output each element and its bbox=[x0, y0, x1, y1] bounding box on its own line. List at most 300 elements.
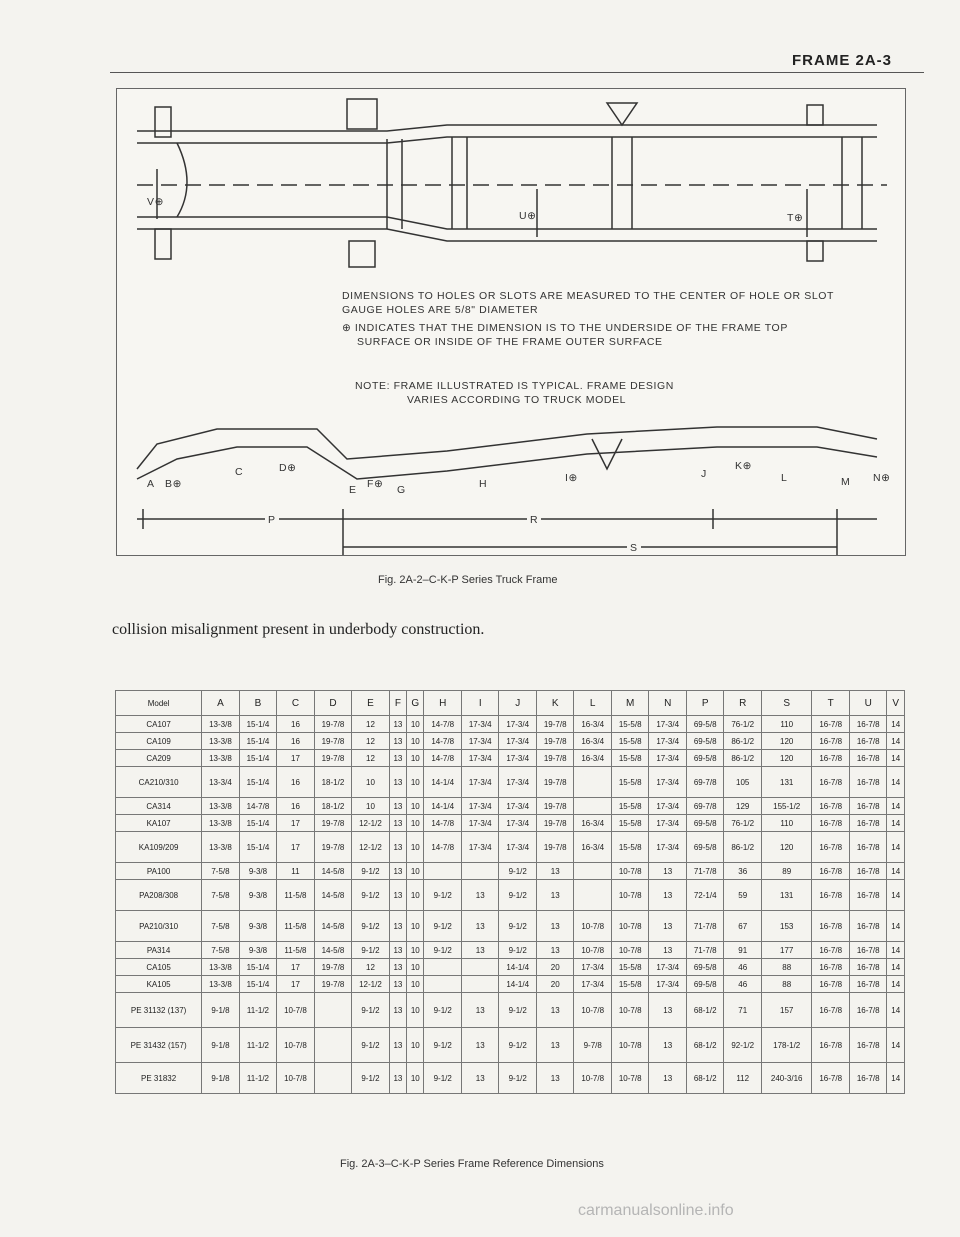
table-cell: 86-1/2 bbox=[724, 832, 762, 863]
table-cell: 13 bbox=[461, 993, 499, 1028]
table-cell: 9-1/8 bbox=[202, 1063, 240, 1094]
table-cell: 15-5/8 bbox=[611, 750, 649, 767]
table-cell: 9-1/2 bbox=[499, 1028, 537, 1063]
table-cell: 11 bbox=[277, 863, 315, 880]
table-cell: 16-7/8 bbox=[812, 880, 850, 911]
table-cell: 11-1/2 bbox=[239, 1028, 277, 1063]
table-cell: 17-3/4 bbox=[649, 815, 687, 832]
table-cell: 13 bbox=[649, 942, 687, 959]
side-rail-top bbox=[137, 427, 877, 469]
table-cell: 71 bbox=[724, 993, 762, 1028]
table-row bbox=[116, 767, 905, 798]
table-cell: 16-7/8 bbox=[812, 767, 850, 798]
column-header: J bbox=[499, 691, 537, 716]
table-cell: 13 bbox=[461, 1028, 499, 1063]
frame-dimensions-table bbox=[115, 690, 905, 1094]
table-cell: 14 bbox=[887, 767, 905, 798]
table-cell: 13 bbox=[389, 880, 406, 911]
table-cell: 13-3/8 bbox=[202, 733, 240, 750]
table-cell: 17 bbox=[277, 815, 315, 832]
table-cell: 105 bbox=[724, 767, 762, 798]
table-cell: 153 bbox=[761, 911, 812, 942]
table-cell: 69-5/8 bbox=[686, 976, 724, 993]
table-cell: 9-1/2 bbox=[352, 1028, 390, 1063]
table-cell: 13 bbox=[536, 1063, 574, 1094]
table-cell: 13 bbox=[389, 767, 406, 798]
table-cell: 13 bbox=[389, 911, 406, 942]
table-cell: 12-1/2 bbox=[352, 815, 390, 832]
table-cell: 19-7/8 bbox=[536, 832, 574, 863]
table-cell: 10 bbox=[407, 1063, 424, 1094]
table-cell: 11-5/8 bbox=[277, 880, 315, 911]
table-cell: 10-7/8 bbox=[611, 942, 649, 959]
table-cell: 14-7/8 bbox=[424, 815, 462, 832]
table-cell: 12 bbox=[352, 959, 390, 976]
table-cell: 120 bbox=[761, 733, 812, 750]
frame-figure bbox=[116, 88, 906, 556]
table-cell: 13-3/8 bbox=[202, 959, 240, 976]
table-body bbox=[116, 716, 905, 1094]
table-cell: 16-7/8 bbox=[849, 716, 887, 733]
table-cell: 16-7/8 bbox=[812, 798, 850, 815]
table-cell: 9-1/2 bbox=[424, 1063, 462, 1094]
table-cell: 16-7/8 bbox=[849, 959, 887, 976]
table-cell: 88 bbox=[761, 959, 812, 976]
table-cell: 16-7/8 bbox=[849, 767, 887, 798]
table-cell: 10-7/8 bbox=[574, 1063, 612, 1094]
label-v: V⊕ bbox=[147, 196, 165, 208]
table-cell: 17 bbox=[277, 959, 315, 976]
label-f: F⊕ bbox=[367, 478, 384, 490]
table-cell: 13 bbox=[649, 1028, 687, 1063]
table-cell: 13 bbox=[389, 863, 406, 880]
table-cell: 15-5/8 bbox=[611, 733, 649, 750]
table-cell: 9-1/8 bbox=[202, 1028, 240, 1063]
table-cell: 12 bbox=[352, 716, 390, 733]
page-header: FRAME 2A-3 bbox=[792, 52, 893, 69]
table-cell: 19-7/8 bbox=[536, 750, 574, 767]
column-header: F bbox=[389, 691, 406, 716]
table-cell: 14-7/8 bbox=[424, 750, 462, 767]
table-cell: 13 bbox=[389, 959, 406, 976]
label-j: J bbox=[701, 468, 707, 480]
table-cell: 19-7/8 bbox=[536, 815, 574, 832]
table-cell: 19-7/8 bbox=[536, 733, 574, 750]
table-cell: 17 bbox=[277, 976, 315, 993]
table-cell: 46 bbox=[724, 976, 762, 993]
table-cell: 17-3/4 bbox=[649, 767, 687, 798]
model-cell: PA100 bbox=[116, 863, 202, 880]
table-cell: 15-1/4 bbox=[239, 976, 277, 993]
table-cell: 15-5/8 bbox=[611, 716, 649, 733]
table-cell: 9-3/8 bbox=[239, 880, 277, 911]
table-cell: 16-7/8 bbox=[812, 942, 850, 959]
table-cell: 13 bbox=[389, 976, 406, 993]
table-cell bbox=[574, 798, 612, 815]
table-cell: 15-1/4 bbox=[239, 767, 277, 798]
table-cell: 36 bbox=[724, 863, 762, 880]
table-cell: 16-7/8 bbox=[812, 1063, 850, 1094]
table-cell: 68-1/2 bbox=[686, 993, 724, 1028]
table-cell: 10 bbox=[407, 750, 424, 767]
model-cell: CA210/310 bbox=[116, 767, 202, 798]
table-cell: 16-7/8 bbox=[849, 798, 887, 815]
table-cell: 13 bbox=[461, 911, 499, 942]
table-cell: 14 bbox=[887, 716, 905, 733]
table-cell: 10 bbox=[407, 976, 424, 993]
table-cell: 13 bbox=[389, 733, 406, 750]
table-cell: 120 bbox=[761, 750, 812, 767]
table-cell: 16 bbox=[277, 716, 315, 733]
table-cell: 17-3/4 bbox=[649, 750, 687, 767]
table-cell: 17-3/4 bbox=[461, 750, 499, 767]
table-cell: 9-1/2 bbox=[424, 911, 462, 942]
table-cell: 13 bbox=[389, 815, 406, 832]
table-cell: 17-3/4 bbox=[499, 815, 537, 832]
table-cell: 71-7/8 bbox=[686, 911, 724, 942]
table-cell: 10-7/8 bbox=[611, 911, 649, 942]
table-cell: 9-1/2 bbox=[499, 863, 537, 880]
table-cell: 13 bbox=[536, 911, 574, 942]
table-cell: 110 bbox=[761, 716, 812, 733]
table-cell: 13 bbox=[389, 993, 406, 1028]
model-cell: CA209 bbox=[116, 750, 202, 767]
table-cell: 12-1/2 bbox=[352, 976, 390, 993]
table-cell: 14-1/4 bbox=[424, 767, 462, 798]
table-cell: 9-7/8 bbox=[574, 1028, 612, 1063]
table-cell: 14 bbox=[887, 750, 905, 767]
table-cell: 16-3/4 bbox=[574, 815, 612, 832]
label-p: P bbox=[265, 513, 279, 527]
table-cell: 13 bbox=[389, 1063, 406, 1094]
column-header: R bbox=[724, 691, 762, 716]
table-cell: 10-7/8 bbox=[611, 880, 649, 911]
table-cell bbox=[424, 959, 462, 976]
table-cell: 14 bbox=[887, 976, 905, 993]
table-cell: 16-7/8 bbox=[849, 750, 887, 767]
table-cell: 14-7/8 bbox=[424, 733, 462, 750]
table-cell: 16-7/8 bbox=[849, 993, 887, 1028]
table-cell: 10 bbox=[407, 767, 424, 798]
table-cell: 20 bbox=[536, 976, 574, 993]
figure1-caption: Fig. 2A-2–C-K-P Series Truck Frame bbox=[378, 574, 558, 586]
column-header: C bbox=[277, 691, 315, 716]
hook-front-top bbox=[155, 107, 171, 137]
table-cell: 14-7/8 bbox=[424, 716, 462, 733]
table-cell: 110 bbox=[761, 815, 812, 832]
label-e: E bbox=[349, 484, 357, 496]
table-cell: 15-5/8 bbox=[611, 959, 649, 976]
table-cell: 10 bbox=[407, 798, 424, 815]
table-cell: 9-1/2 bbox=[424, 1028, 462, 1063]
table-cell: 13 bbox=[389, 832, 406, 863]
note-typical-1: NOTE: FRAME ILLUSTRATED IS TYPICAL. FRAME DESIGN bbox=[355, 380, 674, 392]
table-cell bbox=[424, 863, 462, 880]
column-header: I bbox=[461, 691, 499, 716]
table-cell: 14 bbox=[887, 798, 905, 815]
table-cell: 13 bbox=[461, 1063, 499, 1094]
column-header: L bbox=[574, 691, 612, 716]
table-cell: 10 bbox=[407, 716, 424, 733]
column-header: Model bbox=[116, 691, 202, 716]
table-cell: 14-5/8 bbox=[314, 863, 352, 880]
table-cell: 14 bbox=[887, 911, 905, 942]
table-cell: 10-7/8 bbox=[574, 942, 612, 959]
table-cell: 16-3/4 bbox=[574, 750, 612, 767]
table-cell: 16-7/8 bbox=[849, 880, 887, 911]
table-cell: 19-7/8 bbox=[314, 976, 352, 993]
table-cell bbox=[314, 993, 352, 1028]
label-b: B⊕ bbox=[165, 478, 183, 490]
table-cell: 13 bbox=[389, 798, 406, 815]
table-cell: 13 bbox=[536, 1028, 574, 1063]
table-cell: 14-1/4 bbox=[424, 798, 462, 815]
table-cell: 13 bbox=[461, 942, 499, 959]
table-cell: 16-7/8 bbox=[849, 911, 887, 942]
table-row bbox=[116, 863, 905, 880]
table-cell: 10-7/8 bbox=[611, 863, 649, 880]
table-cell: 112 bbox=[724, 1063, 762, 1094]
table-cell: 10-7/8 bbox=[574, 911, 612, 942]
table-cell: 14-1/4 bbox=[499, 976, 537, 993]
table-cell: 10 bbox=[407, 880, 424, 911]
table-cell: 120 bbox=[761, 832, 812, 863]
table-cell: 17 bbox=[277, 750, 315, 767]
table-cell: 13 bbox=[649, 993, 687, 1028]
column-header: M bbox=[611, 691, 649, 716]
table-cell: 13-3/8 bbox=[202, 815, 240, 832]
table-cell: 69-5/8 bbox=[686, 733, 724, 750]
table-cell bbox=[314, 1063, 352, 1094]
table-cell: 88 bbox=[761, 976, 812, 993]
table-cell: 10 bbox=[407, 993, 424, 1028]
table-cell: 9-1/2 bbox=[424, 880, 462, 911]
label-a: A bbox=[147, 478, 155, 490]
table-row bbox=[116, 1063, 905, 1094]
table-row bbox=[116, 993, 905, 1028]
table-cell: 16-7/8 bbox=[812, 716, 850, 733]
table-cell: 14-1/4 bbox=[499, 959, 537, 976]
model-cell: CA314 bbox=[116, 798, 202, 815]
table-cell: 71-7/8 bbox=[686, 863, 724, 880]
model-cell: CA105 bbox=[116, 959, 202, 976]
table-cell: 17-3/4 bbox=[461, 767, 499, 798]
table-cell: 16-7/8 bbox=[812, 815, 850, 832]
label-c: C bbox=[235, 466, 244, 478]
table-cell: 13 bbox=[649, 863, 687, 880]
side-rail-bottom bbox=[137, 447, 877, 479]
table-cell: 9-1/2 bbox=[424, 993, 462, 1028]
table-cell bbox=[424, 976, 462, 993]
table-row bbox=[116, 750, 905, 767]
table-cell: 9-3/8 bbox=[239, 911, 277, 942]
table-cell: 10 bbox=[407, 815, 424, 832]
table-cell: 14 bbox=[887, 1063, 905, 1094]
table-cell: 9-1/2 bbox=[499, 911, 537, 942]
table-cell: 12 bbox=[352, 750, 390, 767]
table-cell: 9-1/2 bbox=[499, 942, 537, 959]
table-cell: 15-1/4 bbox=[239, 959, 277, 976]
table-cell: 17-3/4 bbox=[461, 733, 499, 750]
table-cell: 14 bbox=[887, 863, 905, 880]
label-g: G bbox=[397, 484, 406, 496]
table-row bbox=[116, 911, 905, 942]
table-cell: 11-5/8 bbox=[277, 911, 315, 942]
table-cell: 18-1/2 bbox=[314, 767, 352, 798]
table-row bbox=[116, 798, 905, 815]
table-cell: 14 bbox=[887, 959, 905, 976]
label-r: R bbox=[527, 513, 541, 527]
table-cell: 7-5/8 bbox=[202, 942, 240, 959]
table-cell: 10-7/8 bbox=[611, 1063, 649, 1094]
table-cell: 92-1/2 bbox=[724, 1028, 762, 1063]
table-cell: 15-5/8 bbox=[611, 815, 649, 832]
table-cell: 16-7/8 bbox=[849, 832, 887, 863]
table-cell: 16-7/8 bbox=[812, 911, 850, 942]
table-cell: 14-7/8 bbox=[239, 798, 277, 815]
column-header: N bbox=[649, 691, 687, 716]
table-cell: 10-7/8 bbox=[611, 1028, 649, 1063]
table-cell: 7-5/8 bbox=[202, 880, 240, 911]
table-cell: 11-1/2 bbox=[239, 993, 277, 1028]
table-cell: 17-3/4 bbox=[499, 733, 537, 750]
note-indicates-2: SURFACE OR INSIDE OF THE FRAME OUTER SURFACE bbox=[357, 336, 663, 348]
column-header: P bbox=[686, 691, 724, 716]
table-cell: 76-1/2 bbox=[724, 815, 762, 832]
column-header: E bbox=[352, 691, 390, 716]
spring-hanger-top bbox=[807, 105, 823, 125]
column-header: S bbox=[761, 691, 812, 716]
note-dimensions-1: DIMENSIONS TO HOLES OR SLOTS ARE MEASURED TO THE CENTER OF HOLE OR SLOT bbox=[342, 290, 835, 302]
table-cell: 16-7/8 bbox=[812, 750, 850, 767]
table-cell: 13 bbox=[389, 1028, 406, 1063]
table-cell: 9-1/2 bbox=[499, 1063, 537, 1094]
table-cell: 12 bbox=[352, 733, 390, 750]
table-cell: 19-7/8 bbox=[314, 815, 352, 832]
table-cell: 17 bbox=[277, 832, 315, 863]
column-header: G bbox=[407, 691, 424, 716]
table-cell: 17-3/4 bbox=[574, 976, 612, 993]
table-row bbox=[116, 976, 905, 993]
column-header: U bbox=[849, 691, 887, 716]
table-cell: 16-7/8 bbox=[812, 976, 850, 993]
table-row bbox=[116, 959, 905, 976]
table-cell: 17-3/4 bbox=[461, 716, 499, 733]
table-cell: 14 bbox=[887, 1028, 905, 1063]
table-cell: 9-1/2 bbox=[352, 1063, 390, 1094]
model-cell: PE 31132 (137) bbox=[116, 993, 202, 1028]
table-cell: 10 bbox=[352, 798, 390, 815]
table-cell: 178-1/2 bbox=[761, 1028, 812, 1063]
table-cell: 10 bbox=[352, 767, 390, 798]
table-cell: 18-1/2 bbox=[314, 798, 352, 815]
table-cell: 13-3/8 bbox=[202, 716, 240, 733]
table-cell: 17-3/4 bbox=[499, 767, 537, 798]
table-cell: 15-5/8 bbox=[611, 976, 649, 993]
table-header-row bbox=[116, 691, 905, 716]
table-cell: 13-3/8 bbox=[202, 832, 240, 863]
hook-front-bottom bbox=[155, 229, 171, 259]
table-cell: 16-3/4 bbox=[574, 733, 612, 750]
spring-hanger-bottom bbox=[807, 241, 823, 261]
table-cell: 240-3/16 bbox=[761, 1063, 812, 1094]
table-cell: 16 bbox=[277, 798, 315, 815]
table-cell: 14 bbox=[887, 733, 905, 750]
table-cell: 69-5/8 bbox=[686, 750, 724, 767]
model-cell: PA208/308 bbox=[116, 880, 202, 911]
front-crossmember bbox=[177, 143, 187, 217]
table-row bbox=[116, 716, 905, 733]
table-cell: 15-1/4 bbox=[239, 815, 277, 832]
top-bracket-rear bbox=[607, 103, 637, 125]
model-cell: PE 31432 (157) bbox=[116, 1028, 202, 1063]
model-cell: PA210/310 bbox=[116, 911, 202, 942]
label-k: K⊕ bbox=[735, 460, 753, 472]
table-cell: 17-3/4 bbox=[499, 832, 537, 863]
table-cell: 13 bbox=[649, 1063, 687, 1094]
table-cell: 13 bbox=[536, 993, 574, 1028]
table-cell: 16-7/8 bbox=[849, 976, 887, 993]
table-cell: 15-5/8 bbox=[611, 767, 649, 798]
table-cell: 9-3/8 bbox=[239, 863, 277, 880]
table-cell: 13 bbox=[649, 911, 687, 942]
table-cell: 13 bbox=[389, 716, 406, 733]
table-cell: 9-1/2 bbox=[499, 880, 537, 911]
table-cell: 13-3/4 bbox=[202, 767, 240, 798]
table-cell: 13 bbox=[649, 880, 687, 911]
table-cell: 9-1/2 bbox=[352, 911, 390, 942]
table-row bbox=[116, 942, 905, 959]
table-cell: 13 bbox=[389, 942, 406, 959]
label-t: T⊕ bbox=[787, 212, 804, 224]
table-cell: 69-5/8 bbox=[686, 959, 724, 976]
table-cell: 10 bbox=[407, 832, 424, 863]
table-cell: 9-1/2 bbox=[352, 863, 390, 880]
table-cell: 14 bbox=[887, 993, 905, 1028]
table-cell: 89 bbox=[761, 863, 812, 880]
table-cell: 76-1/2 bbox=[724, 716, 762, 733]
table-cell: 10 bbox=[407, 911, 424, 942]
table-row bbox=[116, 815, 905, 832]
table-cell: 86-1/2 bbox=[724, 750, 762, 767]
table-cell: 72-1/4 bbox=[686, 880, 724, 911]
bracket-bottom bbox=[349, 241, 375, 267]
column-header: H bbox=[424, 691, 462, 716]
table-cell: 16-7/8 bbox=[812, 993, 850, 1028]
table-cell: 68-1/2 bbox=[686, 1028, 724, 1063]
table-cell: 17-3/4 bbox=[499, 750, 537, 767]
table-cell: 17-3/4 bbox=[649, 976, 687, 993]
table-cell: 16-7/8 bbox=[812, 959, 850, 976]
table-cell: 13 bbox=[536, 863, 574, 880]
top-rail-upper-inner bbox=[137, 137, 877, 143]
table-cell: 69-5/8 bbox=[686, 832, 724, 863]
table-cell: 157 bbox=[761, 993, 812, 1028]
table-cell: 10 bbox=[407, 1028, 424, 1063]
table-cell: 14 bbox=[887, 832, 905, 863]
table-cell: 69-7/8 bbox=[686, 767, 724, 798]
table-cell: 91 bbox=[724, 942, 762, 959]
table-cell: 13 bbox=[536, 880, 574, 911]
table-cell: 68-1/2 bbox=[686, 1063, 724, 1094]
table-cell: 19-7/8 bbox=[314, 750, 352, 767]
table-cell: 13 bbox=[536, 942, 574, 959]
body-text: collision misalignment present in underbody construction. bbox=[112, 621, 485, 638]
table-cell: 14 bbox=[887, 815, 905, 832]
table-cell: 9-1/2 bbox=[352, 880, 390, 911]
model-cell: CA107 bbox=[116, 716, 202, 733]
column-header: B bbox=[239, 691, 277, 716]
